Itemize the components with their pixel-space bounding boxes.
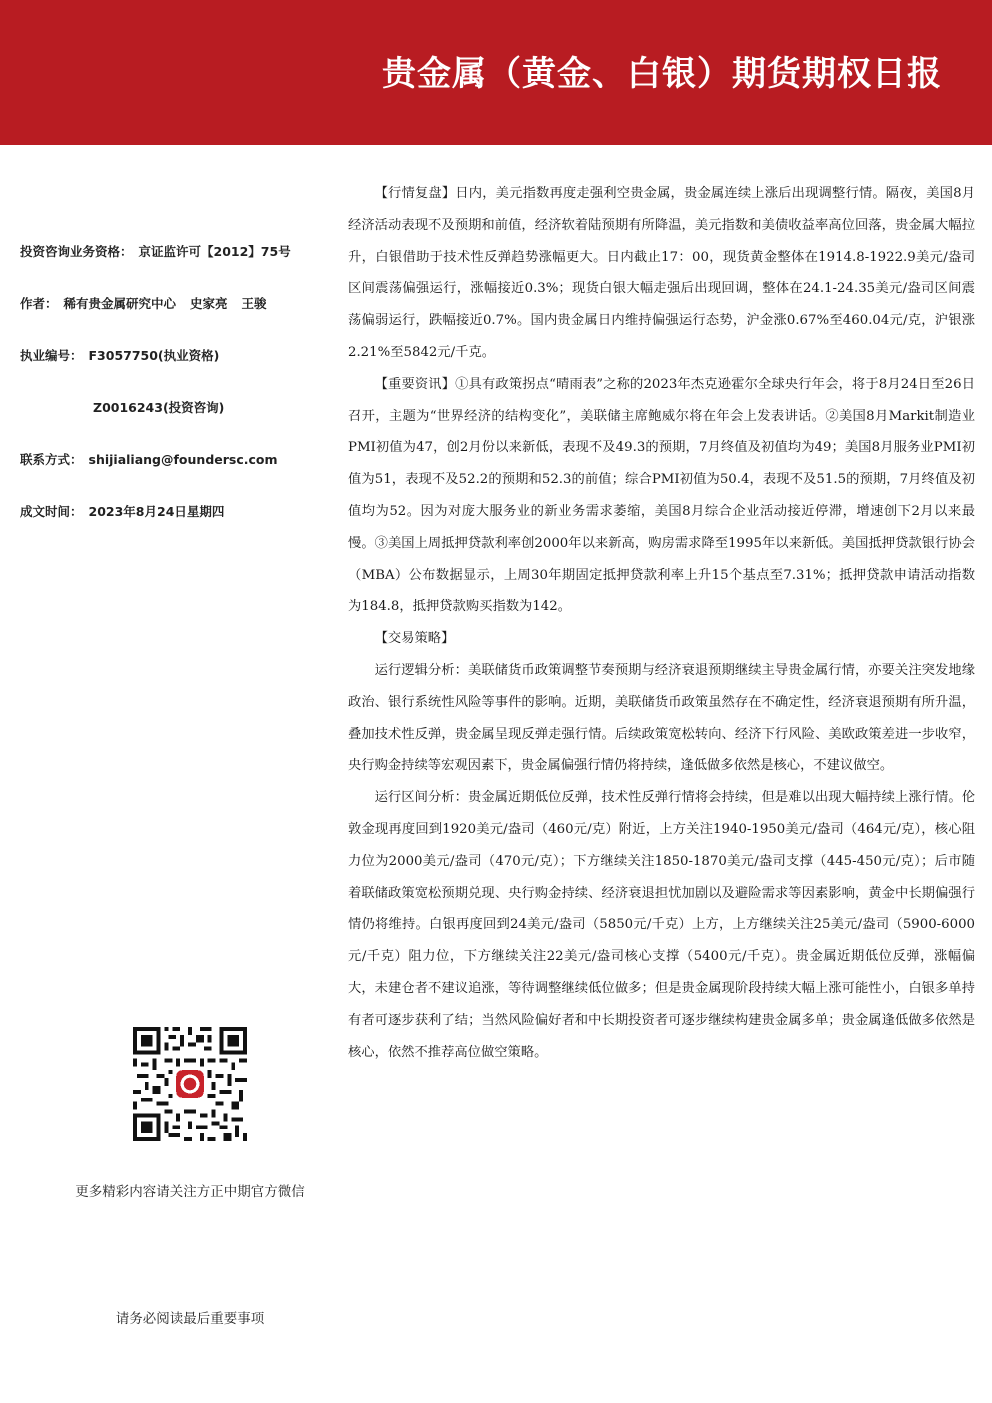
qualification-value: 京证监许可【2012】75号 (138, 244, 291, 259)
report-title: 贵金属（黄金、白银）期货期权日报 (382, 54, 942, 94)
author-org: 稀有贵金属研究中心 (63, 296, 177, 311)
report-body (348, 178, 975, 1068)
author-name-2: 王骏 (241, 296, 267, 311)
author-name-1: 史家亮 (190, 296, 228, 311)
qualification-label: 投资咨询业务资格： (20, 244, 133, 259)
license-label: 执业编号： (20, 348, 83, 363)
contact-label: 联系方式： (20, 452, 83, 467)
market-review-paragraph: 【行情复盘】日内，美元指数再度走强利空贵金属，贵金属连续上涨后出现调整行情。隔夜，美国8月经济活动表现不及预期和前值，经济软着陆预期有所降温，美元指数和美债收益率高位回落，贵金属大幅拉升，白银借助于技术性反弹趋势涨幅更大。日内截止17：00，现货黄金整体在1914.8-1922.9美元/盎司区间震荡偏强运行，涨幅接近0.3%；现货白银大幅走强后出现回调，整体在24.1-24.35美元/盎司区间震荡偏弱运行，跌幅接近0.7%。国内贵金属日内维持偏强运行态势，沪金涨0.67%至460.04元/克，沪银涨2.21%至5842元/千克。 (348, 186, 975, 360)
date-value: 2023年8月24日星期四 (88, 504, 225, 519)
range-analysis-paragraph: 运行区间分析：贵金属近期低位反弹，技术性反弹行情将会持续，但是难以出现大幅持续上涨行情。伦敦金现再度回到1920美元/盎司（460元/克）附近，上方关注1940-1950美元/盎司（464元/克），核心阻力位为2000美元/盎司（470元/克）；下方继续关注1850-1870美元/盎司支撑（445-450元/克）；后市随着联储政策宽松预期兑现、央行购金持续、经济衰退担忧加剧以及避险需求等因素影响，黄金中长期偏强行情仍将维持。白银再度回到24美元/盎司（5850元/千克）上方，上方继续关注25美元/盎司（5900-6000元/千克）阻力位，下方继续关注22美元/盎司核心支撑（5400元/千克）。贵金属近期低位反弹，涨幅偏大，未建仓者不建议追涨，等待调整继续低位做多；但是贵金属现阶段持续大幅上涨可能性小，白银多单持有者可逐步获利了结；当然风险偏好者和中长期投资者可逐步继续构建贵金属多单；贵金属逢低做多依然是核心，依然不推荐高位做空策略。 (348, 790, 975, 1060)
contact-row (20, 450, 278, 468)
strategy-heading: 【交易策略】 (374, 631, 455, 647)
qr-code-icon[interactable] (133, 1027, 247, 1141)
date-row (20, 502, 224, 520)
license-number-1: F3057750(执业资格) (88, 348, 220, 363)
author-row (20, 294, 267, 312)
qr-caption: 更多精彩内容请关注方正中期官方微信 (75, 1184, 305, 1200)
license-row (20, 346, 219, 364)
important-notice: 请务必阅读最后重要事项 (115, 1311, 265, 1327)
logic-analysis-paragraph: 运行逻辑分析：美联储货币政策调整节奏预期与经济衰退预期继续主导贵金属行情，亦要关注突发地缘政治、银行系统性风险等事件的影响。近期，美联储货币政策虽然存在不确定性，经济衰退预期有所升温，叠加技术性反弹，贵金属呈现反弹走强行情。后续政策宽松转向、经济下行风险、美欧政策差进一步收窄，央行购金持续等宏观因素下，贵金属偏强行情仍将持续，逢低做多依然是核心，不建议做空。 (348, 662, 975, 774)
license-number-2: Z0016243(投资咨询) (93, 400, 225, 415)
contact-email[interactable]: shijialiang@foundersc.com (88, 452, 278, 467)
author-label: 作者： (20, 296, 58, 311)
key-news-paragraph: 【重要资讯】①具有政策拐点“晴雨表”之称的2023年杰克逊霍尔全球央行年会，将于8月24日至26日召开，主题为“世界经济的结构变化”，美联储主席鲍威尔将在年会上发表讲话。②美国8月Markit制造业PMI初值为47，创2月份以来新低，表现不及49.3的预期，7月终值及初值均为49；美国8月服务业PMI初值为51，表现不及52.2的预期和52.3的前值；综合PMI初值为50.4，表现不及51.5的预期，7月终值及初值均为52。因为对庞大服务业的新业务需求萎缩，美国8月综合企业活动接近停滞，增速创下2月以来最慢。③美国上周抵押贷款利率创2000年以来新高，购房需求降至1995年以来新低。美国抵押贷款银行协会（MBA）公布数据显示，上周30年期固定抵押贷款利率上升15个基点至7.31%；抵押贷款申请活动指数为184.8，抵押贷款购买指数为142。 (348, 376, 975, 615)
date-label: 成文时间： (20, 504, 83, 519)
header-banner (0, 0, 992, 145)
qualification-row (20, 242, 291, 260)
